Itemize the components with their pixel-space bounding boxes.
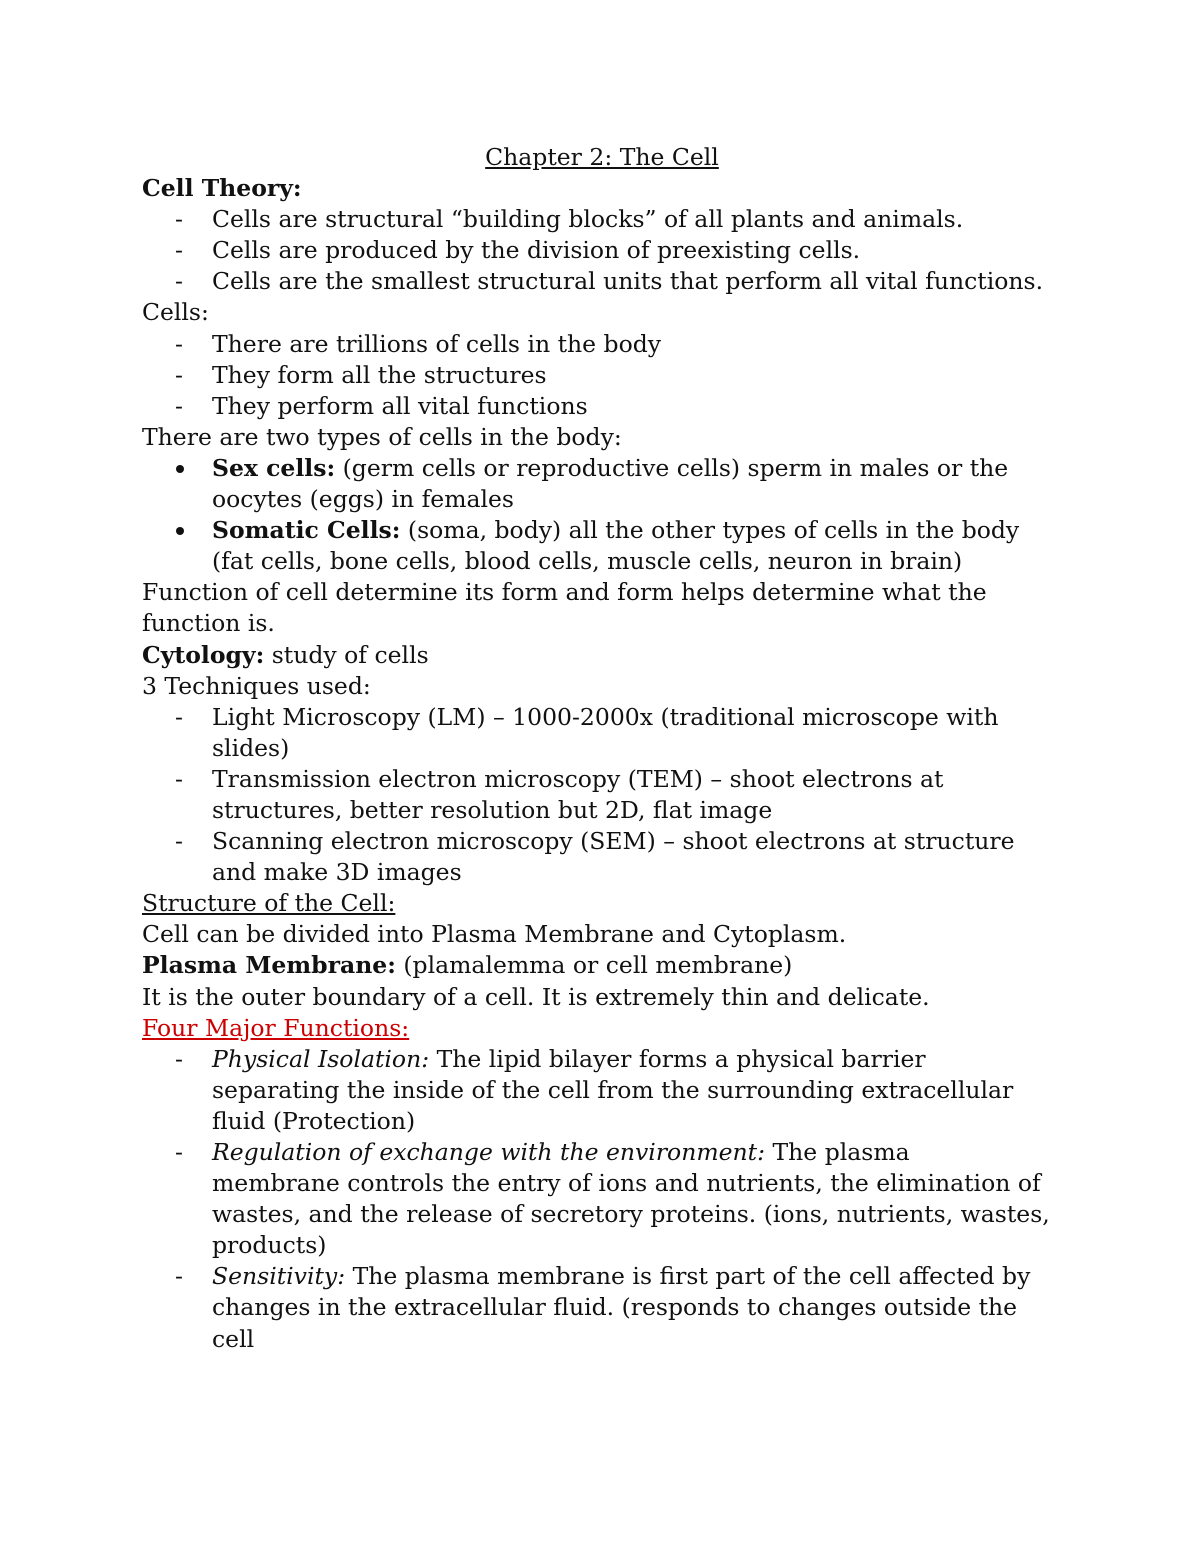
dash-marker: - [175,827,183,856]
list-item [142,515,1062,577]
plasma-membrane-text: (plamalemma or cell membrane) [395,951,793,980]
function-text: products) [212,1231,327,1260]
function-text: The lipid bilayer forms a physical barrier [429,1044,926,1073]
list-item [142,764,1062,826]
dash-marker: - [175,205,183,234]
somatic-cells-term: Somatic Cells: [212,516,401,545]
dash-marker: - [175,329,183,358]
list-item-text: Cells are produced by the division of preexisting cells. [212,236,861,265]
list-item [142,360,1062,391]
structure-text: Cell can be divided into Plasma Membrane and Cytoplasm. [142,920,847,949]
plasma-membrane-line [142,950,1062,981]
list-item-text: Cells are structural “building blocks” of all plants and animals. [212,205,964,234]
function-form-line-2: function is. [142,609,275,638]
function-text: fluid (Protection) [212,1106,416,1135]
list-item [142,235,1062,266]
dash-marker: - [175,391,183,420]
types-intro: There are two types of cells in the body: [142,422,622,451]
list-item-text: They form all the structures [212,360,547,389]
cells-heading: Cells: [142,298,209,327]
dash-marker: - [175,702,183,731]
list-item [142,329,1062,360]
function-text: changes in the extracellular fluid. (responds to changes outside the [212,1293,1018,1322]
functions-list [142,1044,1062,1355]
list-item-text: There are trillions of cells in the body [212,329,662,358]
list-item [142,826,1062,888]
list-item [142,1137,1062,1261]
list-item [142,1261,1062,1354]
list-item [142,391,1062,422]
function-term: Sensitivity: [212,1262,346,1291]
techniques-intro: 3 Techniques used: [142,671,371,700]
technique-line-1: Light Microscopy (LM) – 1000-2000x (traditional microscope with [212,702,999,731]
technique-line-1: Transmission electron microscopy (TEM) – shoot electrons at [212,764,944,793]
function-form-line-1: Function of cell determine its form and form helps determine what the [142,578,987,607]
plasma-membrane-description: It is the outer boundary of a cell. It is extremely thin and delicate. [142,982,930,1011]
function-text: wastes, and the release of secretory proteins. (ions, nutrients, wastes, [212,1200,1050,1229]
function-text: separating the inside of the cell from the surrounding extracellular [212,1075,1014,1104]
functions-heading: Four Major Functions: [142,1013,410,1042]
technique-line-1: Scanning electron microscopy (SEM) – shoot electrons at structure [212,827,1015,856]
list-item [142,1044,1062,1137]
technique-line-2: and make 3D images [212,858,462,887]
dash-marker: - [175,236,183,265]
cell-theory-heading-text: Cell Theory: [142,174,302,203]
list-item [142,702,1062,764]
plasma-membrane-term: Plasma Membrane: [142,951,396,980]
sex-cells-text: (germ cells or reproductive cells) sperm in males or the [335,453,1009,482]
function-text: The plasma membrane is first part of the cell affected by [345,1262,1031,1291]
cell-theory-list [142,204,1062,297]
technique-line-2: slides) [212,733,290,762]
cell-theory-heading [142,173,1062,204]
cytology-term: Cytology: [142,640,265,669]
list-item [142,266,1062,297]
dash-marker: - [175,267,183,296]
techniques-list [142,702,1062,889]
technique-line-2: structures, better resolution but 2D, flat image [212,795,773,824]
dash-marker: - [175,764,183,793]
bullet-icon [176,465,184,473]
sex-cells-text-cont: oocytes (eggs) in females [212,485,514,514]
function-text: cell [212,1324,255,1353]
bullet-icon [176,527,184,535]
cytology-line [142,640,1062,671]
dash-marker: - [175,1044,183,1073]
list-item-text: They perform all vital functions [212,391,588,420]
function-term: Physical Isolation: [212,1044,430,1073]
list-item [142,453,1062,515]
function-text: The plasma [765,1138,910,1166]
function-text: membrane controls the entry of ions and nutrients, the elimination of [212,1169,1041,1198]
types-list [142,453,1062,577]
sex-cells-term: Sex cells: [212,453,336,482]
dash-marker: - [175,1138,183,1166]
list-item-text: Cells are the smallest structural units that perform all vital functions. [212,267,1044,296]
structure-heading: Structure of the Cell: [142,889,396,918]
function-term: Regulation of exchange with the environment: [212,1138,766,1166]
cytology-text: study of cells [264,640,429,669]
list-item [142,204,1062,235]
page-title: Chapter 2: The Cell [485,143,719,171]
somatic-cells-text: (soma, body) all the other types of cells in the body [400,516,1020,545]
dash-marker: - [175,360,183,389]
somatic-cells-text-cont: (fat cells, bone cells, blood cells, muscle cells, neuron in brain) [212,547,963,576]
cells-list [142,329,1062,422]
dash-marker: - [175,1262,183,1291]
document-page [142,142,1062,1355]
